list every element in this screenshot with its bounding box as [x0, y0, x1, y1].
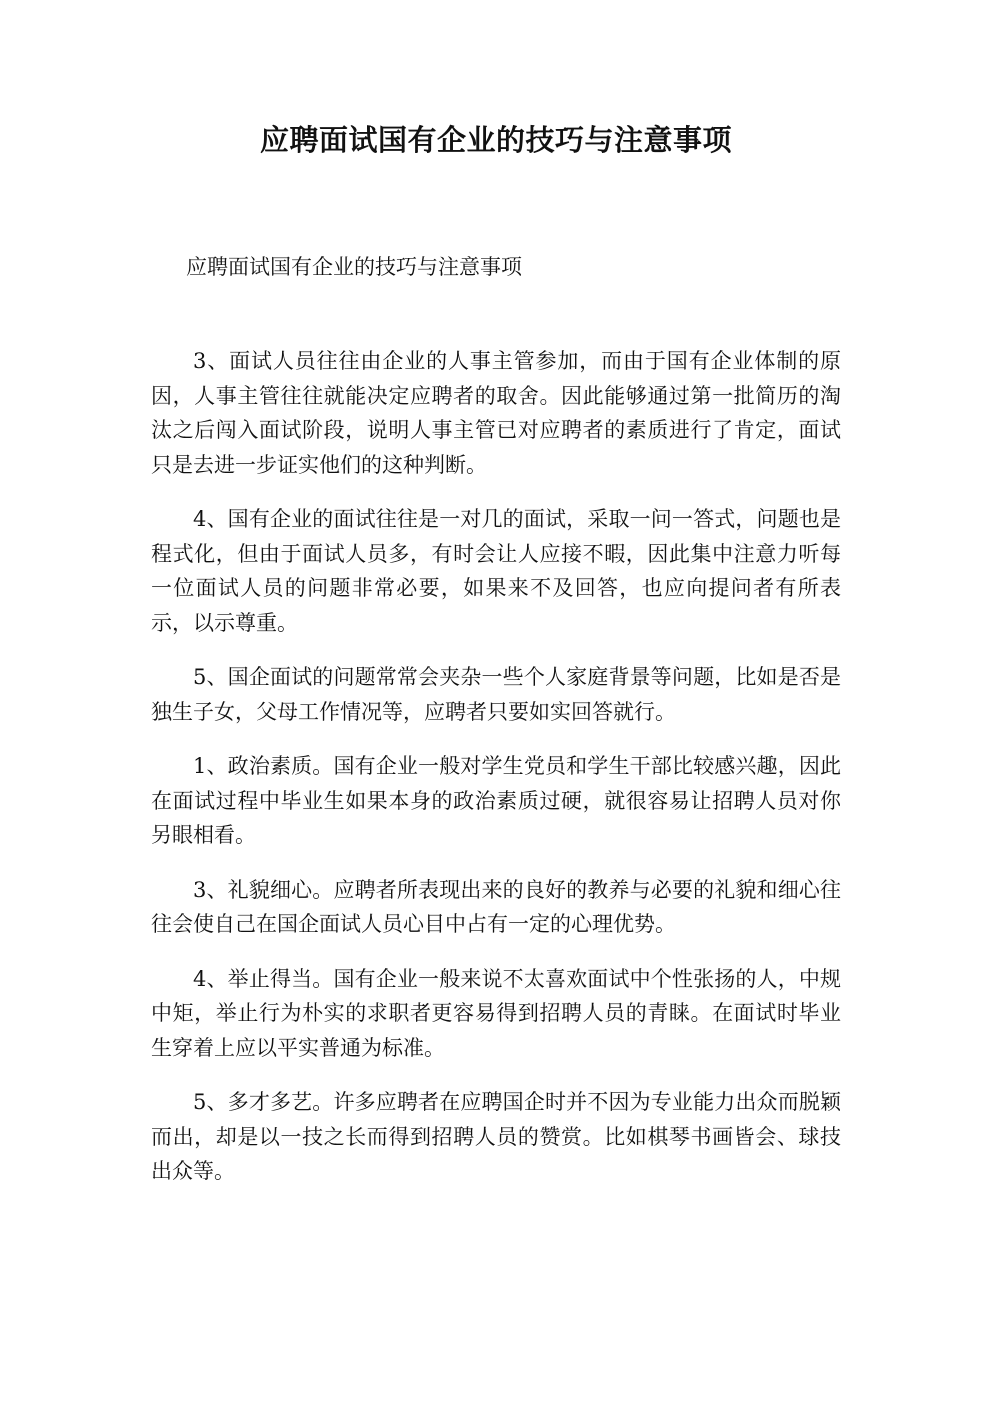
- document-title: 应聘面试国有企业的技巧与注意事项: [259, 123, 732, 157]
- paragraph: 5、国企面试的问题常常会夹杂一些个人家庭背景等问题，比如是否是独生子女，父母工作情况等，应聘者只要如实回答就行。: [151, 665, 841, 724]
- document-body: [151, 344, 841, 1209]
- paragraph: 4、国有企业的面试往往是一对几的面试，采取一问一答式，问题也是程式化，但由于面试人员多，有时会让人应接不暇，因此集中注意力听每一位面试人员的问题非常必要，如果来不及回答，也应向提问者有所表示，以示尊重。: [151, 507, 841, 635]
- paragraph: 4、举止得当。国有企业一般来说不太喜欢面试中个性张扬的人，中规中矩，举止行为朴实的求职者更容易得到招聘人员的青睐。在面试时毕业生穿着上应以平实普通为标准。: [151, 966, 841, 1060]
- paragraph: 3、礼貌细心。应聘者所表现出来的良好的教养与必要的礼貌和细心往往会使自己在国企面试人员心目中占有一定的心理优势。: [151, 877, 841, 936]
- paragraph: 5、多才多艺。许多应聘者在应聘国企时并不因为专业能力出众而脱颖而出，却是以一技之长而得到招聘人员的赞赏。比如棋琴书画皆会、球技出众等。: [151, 1090, 841, 1183]
- paragraph: 3、面试人员往往由企业的人事主管参加，而由于国有企业体制的原因，人事主管往往就能决定应聘者的取舍。因此能够通过第一批简历的淘汰之后闯入面试阶段，说明人事主管已对应聘者的素质进行了肯定，面试只是去进一步证实他们的这种判断。: [151, 349, 841, 477]
- paragraph: 1、政治素质。国有企业一般对学生党员和学生干部比较感兴趣，因此在面试过程中毕业生如果本身的政治素质过硬，就很容易让招聘人员对你另眼相看。: [151, 754, 841, 847]
- document-subtitle: 应聘面试国有企业的技巧与注意事项: [186, 255, 522, 279]
